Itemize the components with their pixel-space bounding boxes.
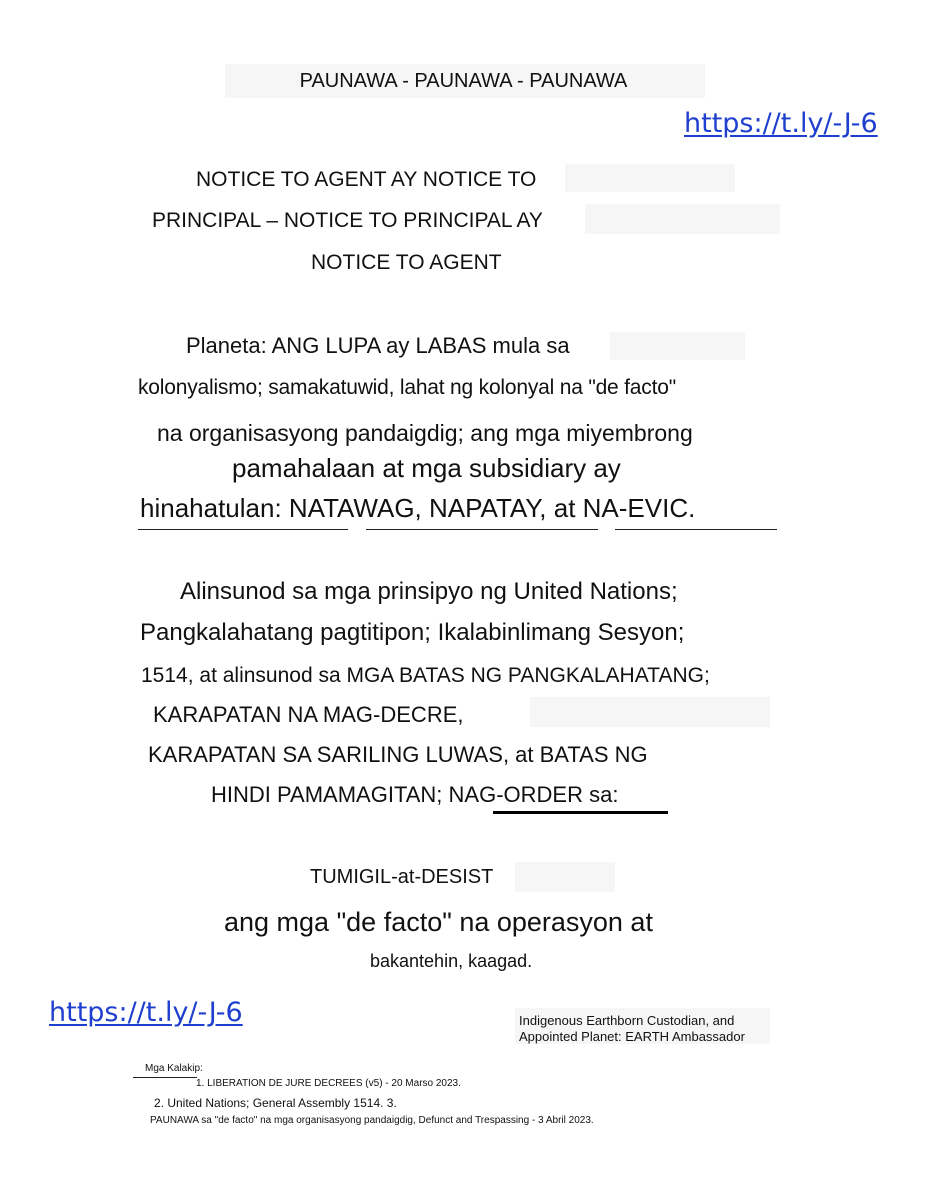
scan-smudge <box>530 697 770 727</box>
scan-smudge <box>515 862 615 892</box>
paragraph2-line-1: Alinsunod sa mga prinsipyo ng United Nations; <box>180 578 678 605</box>
paragraph1-line-5: hinahatulan: NATAWAG, NAPATAY, at NA-EVIC. <box>140 493 696 523</box>
notice-line-2: PRINCIPAL – NOTICE TO PRINCIPAL AY <box>152 209 543 232</box>
paragraph1-line-3: na organisasyong pandaigdig; ang mga miyembrong <box>157 420 693 446</box>
scan-smudge <box>565 164 735 192</box>
underline-rule <box>138 529 348 530</box>
underline-rule <box>366 529 598 530</box>
paragraph1-line-4: pamahalaan at mga subsidiary ay <box>232 453 621 483</box>
paragraph2-line-6: HINDI PAMAMAGITAN; NAG-ORDER sa: <box>211 782 619 807</box>
underline-rule <box>615 529 777 530</box>
attachment-item-1: 1. LIBERATION DE JURE DECREES (v5) - 20 Marso 2023. <box>196 1078 461 1089</box>
attachment-item-3: PAUNAWA sa "de facto" na mga organisasyong pandaigdig, Defunct and Trespassing - 3 Abril 2023. <box>150 1115 594 1126</box>
scan-smudge <box>610 332 745 360</box>
scan-smudge <box>585 204 780 234</box>
url-link-top[interactable]: https://t.ly/-J-6 <box>684 108 878 139</box>
paragraph1-line-1: Planeta: ANG LUPA ay LABAS mula sa <box>186 333 570 358</box>
signature-line-1: Indigenous Earthborn Custodian, and <box>519 1013 735 1028</box>
page-title: PAUNAWA - PAUNAWA - PAUNAWA <box>299 70 628 92</box>
attachment-item-2: 2. United Nations; General Assembly 1514. 3. <box>154 1096 397 1110</box>
order-line-2: ang mga "de facto" na operasyon at <box>224 907 653 937</box>
signature-line-2: Appointed Planet: EARTH Ambassador <box>519 1029 745 1044</box>
paragraph2-line-2: Pangkalahatang pagtitipon; Ikalabinlimang Sesyon; <box>140 619 685 646</box>
attachments-label-rule <box>133 1077 197 1078</box>
order-line-3: bakantehin, kaagad. <box>370 951 533 971</box>
order-line-1: TUMIGIL-at-DESIST <box>310 866 494 888</box>
notice-line-3: NOTICE TO AGENT <box>311 251 502 274</box>
url-link-bottom[interactable]: https://t.ly/-J-6 <box>49 997 243 1028</box>
paragraph1-line-2: kolonyalismo; samakatuwid, lahat ng kolonyal na "de facto" <box>138 376 676 399</box>
paragraph2-line-5: KARAPATAN SA SARILING LUWAS, at BATAS NG <box>148 742 648 767</box>
paragraph2-line-3: 1514, at alinsunod sa MGA BATAS NG PANGKALAHATANG; <box>141 664 710 687</box>
underline-rule <box>493 811 668 814</box>
attachments-label: Mga Kalakip: <box>145 1063 203 1074</box>
notice-line-1: NOTICE TO AGENT AY NOTICE TO <box>196 168 537 191</box>
paragraph2-line-4: KARAPATAN NA MAG-DECRE, <box>153 702 464 727</box>
